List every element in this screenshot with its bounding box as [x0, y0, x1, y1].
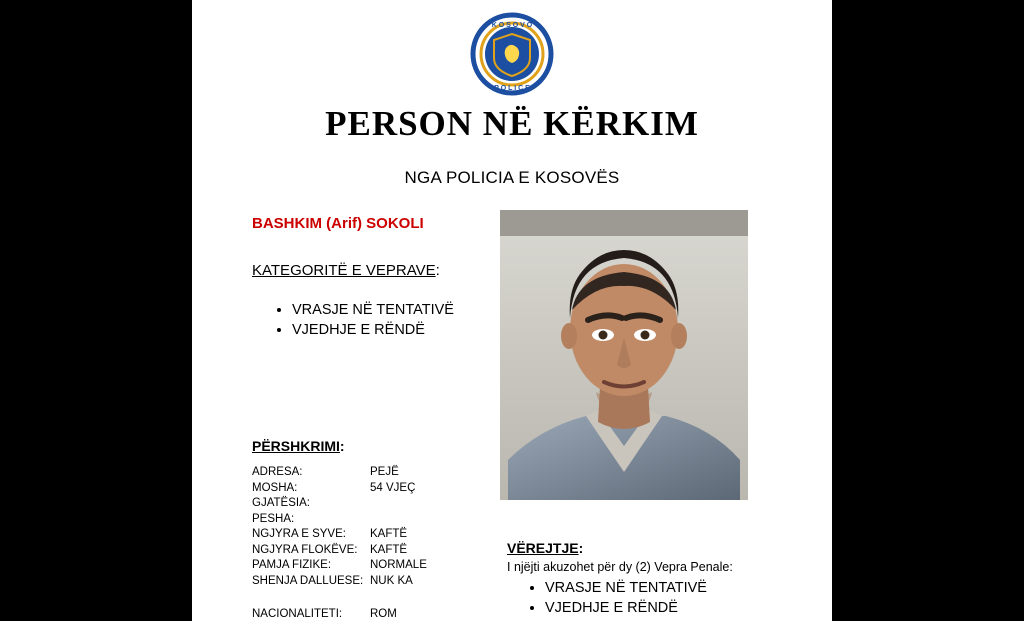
page-subtitle: NGA POLICIA E KOSOVËS [404, 168, 620, 187]
field-value: KAFTË [370, 528, 408, 540]
field-key: NGJYRA FLOKËVE: [252, 543, 358, 556]
categories-heading-colon: : [435, 262, 440, 279]
field-key: PAMJA FIZIKE: [252, 559, 332, 571]
list-item: • VRASJE NË TENTATIVË [545, 580, 707, 596]
categories-heading-text: KATEGORITË E VEPRAVE [252, 262, 436, 279]
list-item: • VJEDHJE E RËNDË [292, 322, 454, 338]
field-key: PESHA: [252, 512, 295, 525]
field-key: NGJYRA E SYVE: [252, 528, 346, 540]
field-value [370, 497, 427, 513]
description-heading-text: PËRSHKRIMI [252, 438, 340, 454]
categories-heading [252, 262, 440, 279]
table-row [252, 544, 427, 560]
notes-heading-text: VËREJTJE [507, 540, 579, 556]
page-title: PERSON NË KËRKIM [325, 104, 699, 143]
person-name: BASHKIM (Arif) SOKOLI [252, 215, 424, 232]
nationality-table [252, 608, 397, 621]
svg-text:P O L I C E: P O L I C E [494, 85, 530, 92]
field-value: PEJË [370, 466, 399, 478]
field-value: NUK KA [370, 574, 413, 587]
field-value [370, 513, 427, 529]
field-key: SHENJA DALLUESE: [252, 574, 364, 587]
table-row [252, 608, 397, 621]
field-key: MOSHA: [252, 481, 298, 494]
wanted-poster-page [192, 0, 832, 621]
notes-heading [507, 540, 583, 556]
notes-heading-colon: : [578, 540, 584, 556]
table-row [252, 528, 427, 544]
field-key: GJATËSIA: [252, 497, 310, 509]
field-value: 54 VJEÇ [370, 481, 416, 494]
field-value: NORMALE [370, 559, 427, 571]
list-item: • VJEDHJE E RËNDË [545, 600, 707, 616]
kosovo-police-emblem-container [192, 12, 832, 96]
table-row [252, 575, 427, 591]
description-heading-colon: : [339, 438, 345, 454]
list-item: • VRASJE NË TENTATIVË [292, 302, 454, 318]
svg-text:K O S O V O: K O S O V O [491, 22, 533, 29]
table-row [252, 513, 427, 529]
categories-list [264, 302, 454, 342]
description-table [252, 466, 427, 590]
field-value: KAFTË [370, 543, 408, 556]
table-row [252, 559, 427, 575]
field-key: ADRESA: [252, 466, 303, 478]
table-row [252, 482, 427, 498]
notes-text: I njëjti akuzohet për dy (2) Vepra Penale: [507, 560, 733, 574]
description-heading [252, 438, 345, 454]
police-badge-icon [470, 12, 554, 96]
table-row [252, 497, 427, 513]
field-value: ROM [370, 608, 397, 620]
table-row [252, 466, 427, 482]
suspect-photo [500, 210, 748, 500]
notes-list [517, 580, 707, 620]
field-key: NACIONALITETI: [252, 608, 343, 620]
